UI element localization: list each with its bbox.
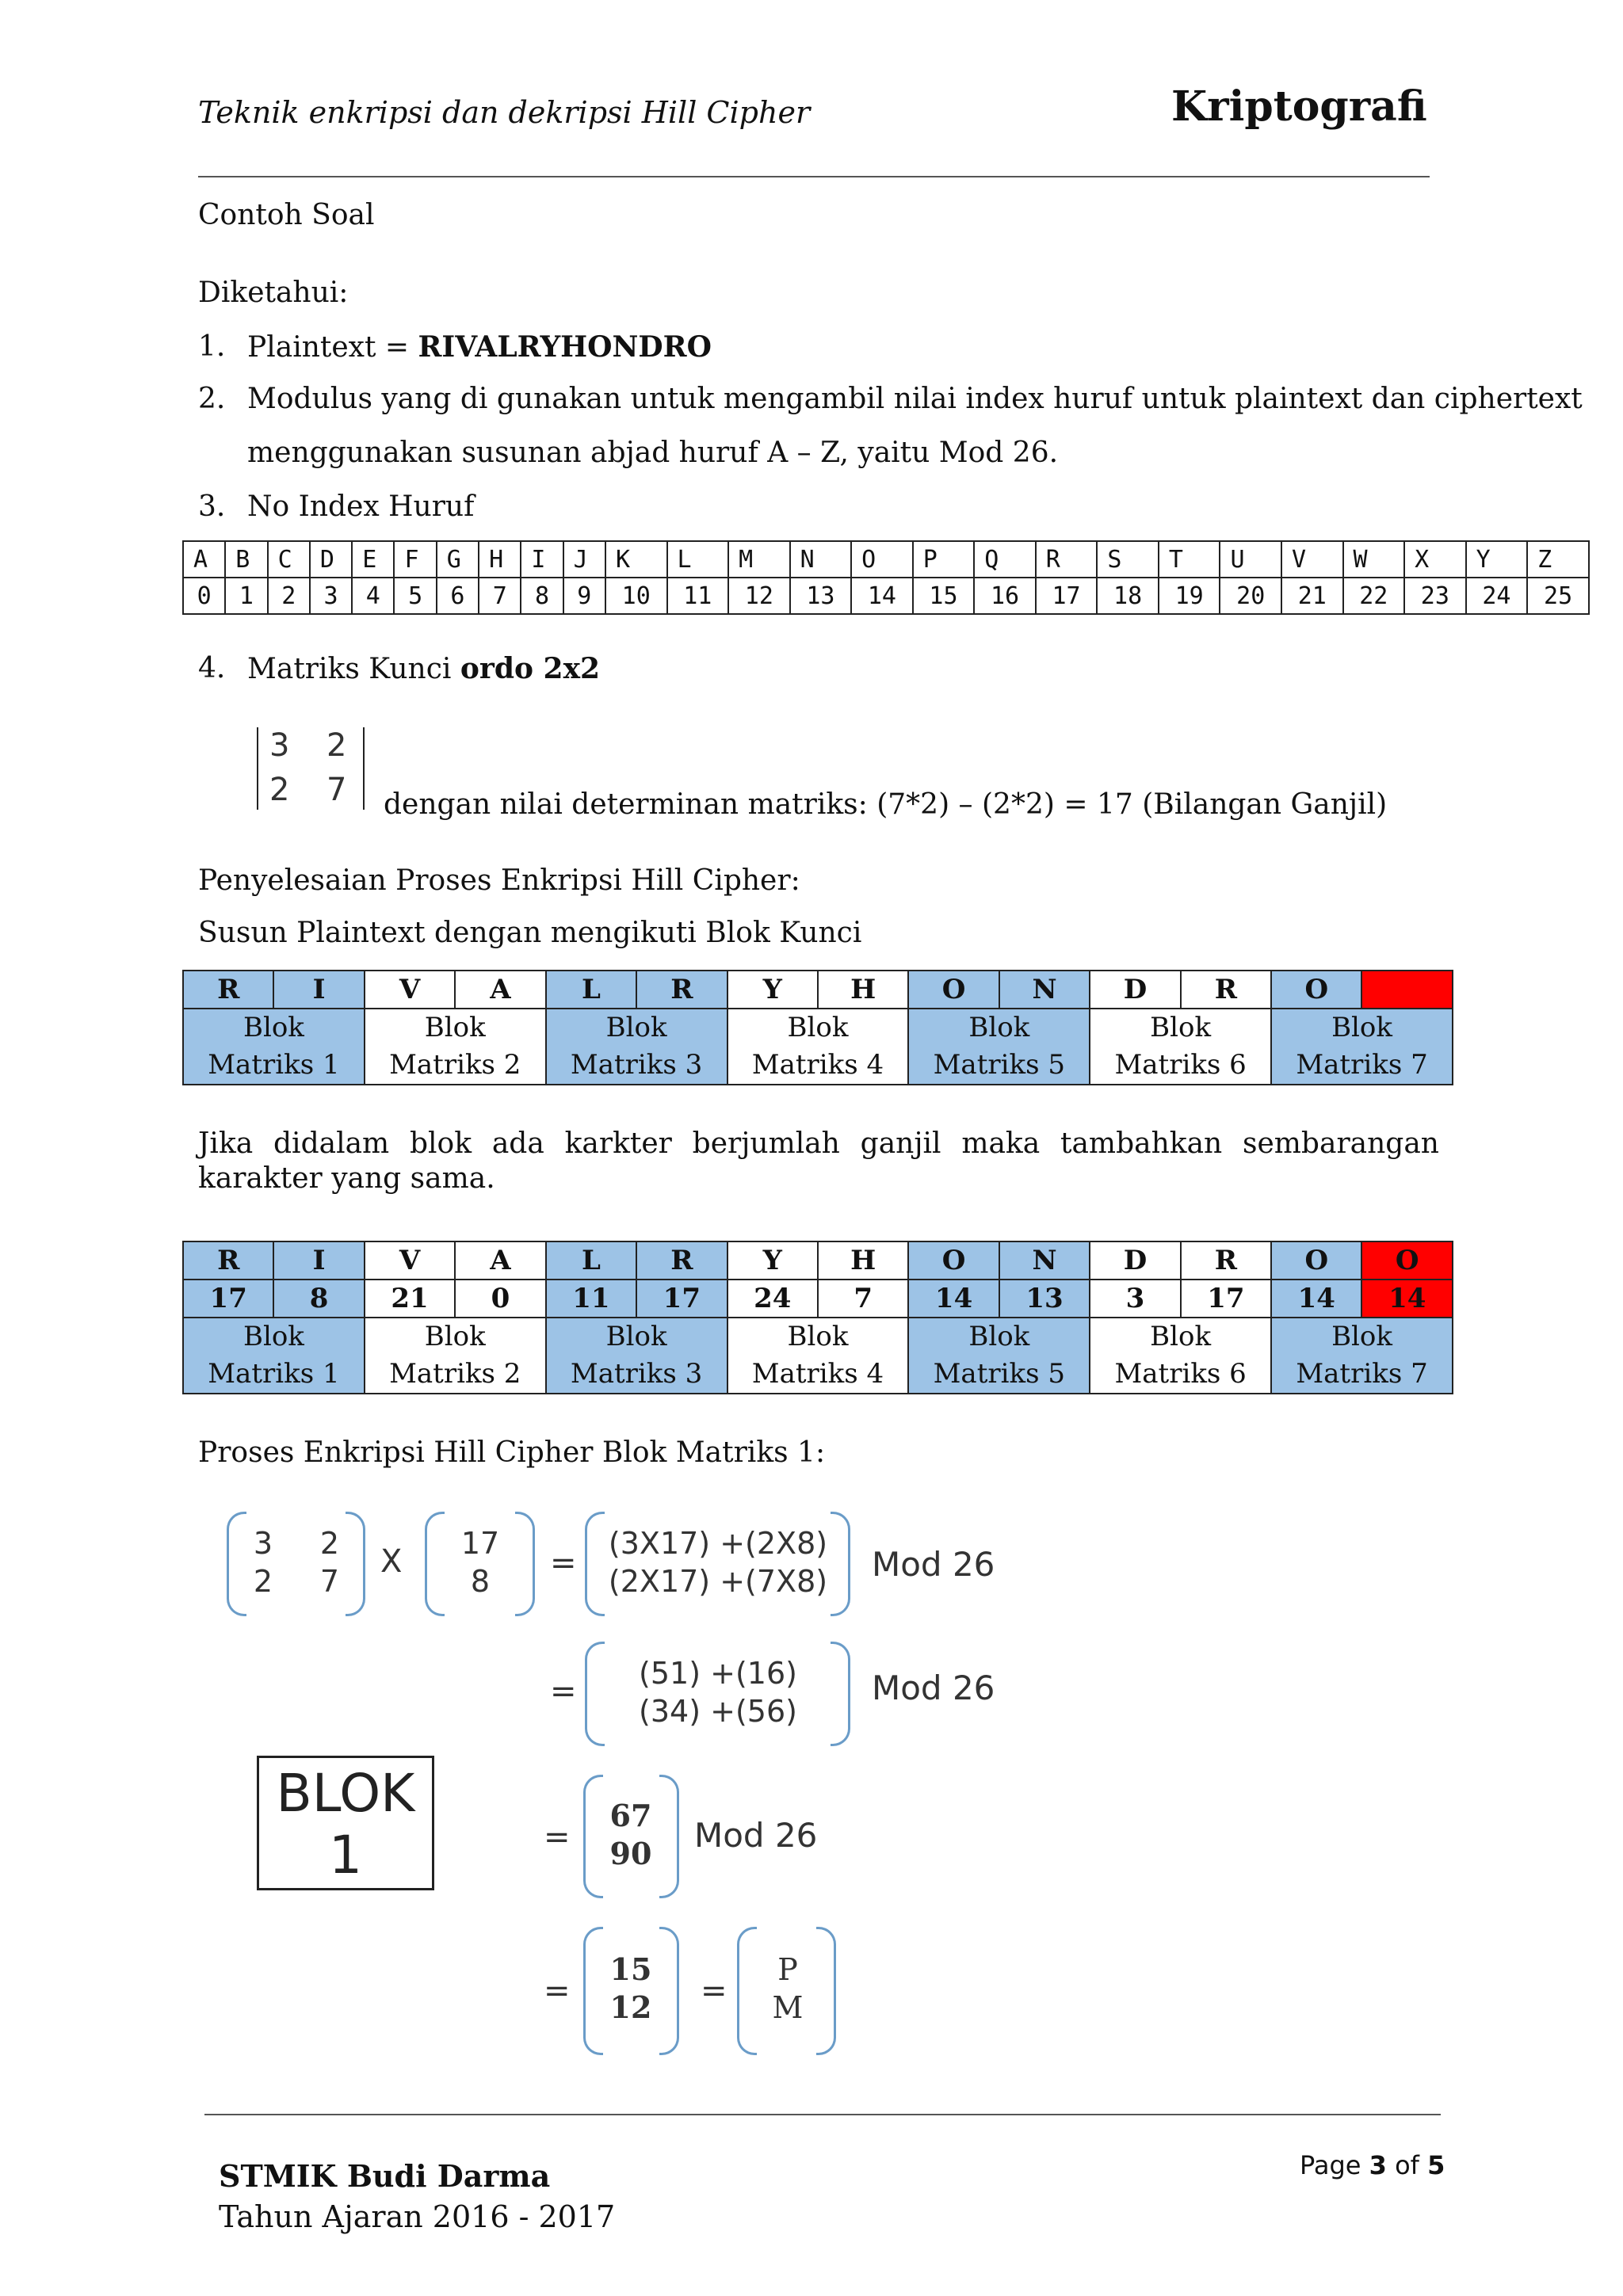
char-row: [183, 1241, 1453, 1280]
arrange-text: Susun Plaintext dengan mengikuti Blok Kunci: [198, 917, 862, 949]
calc-key-r2c2: 7: [319, 1564, 340, 1599]
block-label-line-2: Matriks 6: [1114, 1049, 1247, 1081]
index-cell: 16: [974, 578, 1036, 614]
block-label-line-2: Matriks 1: [208, 1358, 340, 1390]
block-label: [183, 1318, 365, 1394]
alpha-cell: Q: [974, 541, 1036, 578]
calc-key-r1c2: 2: [319, 1526, 340, 1561]
index-cell: 9: [563, 578, 605, 614]
section-title: Contoh Soal: [198, 199, 375, 231]
alpha-cell: T: [1159, 541, 1220, 578]
char-cell: A: [455, 971, 545, 1009]
calc-key-r1c1: 3: [253, 1526, 273, 1561]
index-cell: 22: [1343, 578, 1405, 614]
known-label: Diketahui:: [198, 277, 349, 309]
step1-values: [605, 1524, 831, 1600]
block-label: [1271, 1318, 1453, 1394]
char-cell: R: [1181, 1241, 1271, 1280]
block-label-line-1: Blok: [968, 1321, 1030, 1352]
key-r2c2: 7: [327, 772, 347, 808]
index-cell: 14: [908, 1280, 999, 1318]
block-label: [908, 1009, 1090, 1085]
alphabet-index-row: [183, 578, 1589, 614]
char-cell: O: [1271, 971, 1361, 1009]
alpha-cell: P: [913, 541, 975, 578]
step1-paren-left: [585, 1512, 605, 1616]
blok-label-word: BLOK: [276, 1763, 415, 1824]
block-label-line-2: Matriks 2: [389, 1049, 521, 1081]
index-cell: 21: [365, 1280, 455, 1318]
calc-key-r2c1: 2: [253, 1564, 273, 1599]
step2-values: [605, 1654, 831, 1730]
key-r1c1: 3: [269, 727, 290, 764]
block-label-line-1: Blok: [787, 1012, 849, 1043]
alpha-cell: V: [1281, 541, 1343, 578]
char-cell: R: [183, 1241, 273, 1280]
step3-values: [599, 1797, 663, 1873]
block-label: [908, 1318, 1090, 1394]
vec-b: 8: [470, 1564, 491, 1599]
solution-title: Penyelesaian Proses Enkripsi Hill Cipher:: [198, 864, 800, 897]
footer-divider: [204, 2114, 1441, 2115]
blok-label-number: 1: [329, 1825, 362, 1886]
page-number: [1300, 2150, 1445, 2180]
calc-vector: [449, 1524, 512, 1600]
block-label-line-1: Blok: [1150, 1012, 1212, 1043]
alpha-cell: A: [183, 541, 225, 578]
char-cell: I: [273, 1241, 364, 1280]
page-prefix: Page: [1300, 2150, 1369, 2180]
index-cell: 25: [1527, 578, 1589, 614]
block-label-line-1: Blok: [605, 1321, 667, 1352]
char-cell: V: [365, 1241, 455, 1280]
block-label-line-2: Matriks 7: [1296, 1358, 1428, 1390]
char-cell: Y: [727, 971, 818, 1009]
index-cell: 20: [1220, 578, 1281, 614]
footer-institution: STMIK Budi Darma: [219, 2158, 551, 2194]
index-cell: 15: [913, 578, 975, 614]
page-current: 3: [1369, 2150, 1387, 2180]
char-cell: N: [999, 1241, 1090, 1280]
equals-sign-1: =: [550, 1545, 577, 1581]
multiply-sign: X: [380, 1543, 403, 1580]
item-1-number: 1.: [198, 330, 226, 363]
char-cell: O: [1271, 1241, 1361, 1280]
alpha-cell: G: [437, 541, 479, 578]
char-cell: I: [273, 971, 364, 1009]
alpha-cell: Y: [1466, 541, 1528, 578]
mod-label-3: Mod 26: [694, 1816, 818, 1855]
index-cell: 7: [479, 578, 521, 614]
block-label: [546, 1009, 727, 1085]
item-2-number: 2.: [198, 383, 226, 415]
index-cell: 21: [1281, 578, 1343, 614]
result-a: P: [777, 1952, 798, 1987]
equals-sign-5: =: [701, 1973, 727, 2009]
alpha-cell: I: [521, 541, 563, 578]
block-label-line-1: Blok: [1331, 1321, 1392, 1352]
alpha-cell: N: [790, 541, 852, 578]
alpha-cell: R: [1036, 541, 1098, 578]
block-label: [727, 1318, 909, 1394]
plaintext-char-row: [183, 971, 1453, 1009]
index-cell: 17: [1036, 578, 1098, 614]
block-label-line-2: Matriks 4: [751, 1049, 884, 1081]
block-label: [365, 1318, 546, 1394]
index-cell: 1: [225, 578, 267, 614]
mod-label-2: Mod 26: [872, 1669, 995, 1707]
char-cell: R: [1181, 971, 1271, 1009]
index-cell: 3: [1090, 1280, 1180, 1318]
char-cell: A: [455, 1241, 545, 1280]
plaintext-block-table: [182, 970, 1453, 1085]
index-cell: 14: [851, 578, 913, 614]
block-label-line-1: Blok: [787, 1321, 849, 1352]
char-cell: Y: [727, 1241, 818, 1280]
alpha-cell: K: [605, 541, 667, 578]
index-cell: 18: [1097, 578, 1159, 614]
page-total: 5: [1427, 2150, 1445, 2180]
item-1-label: Plaintext =: [247, 331, 418, 364]
alpha-cell: H: [479, 541, 521, 578]
char-cell: V: [365, 971, 455, 1009]
block-label-row: [183, 1318, 1453, 1394]
step1-row-2: (2X17) +(7X8): [608, 1564, 828, 1599]
char-cell: D: [1090, 971, 1180, 1009]
step2-row-1: (51) +(16): [639, 1656, 797, 1691]
item-4-number: 4.: [198, 652, 226, 685]
index-cell: 3: [310, 578, 352, 614]
index-cell: 11: [667, 578, 729, 614]
alphabet-letter-row: [183, 541, 1589, 578]
block-label-line-2: Matriks 6: [1114, 1358, 1247, 1390]
step2-paren-right: [831, 1642, 850, 1746]
char-cell: H: [818, 971, 908, 1009]
alpha-cell: X: [1404, 541, 1466, 578]
step1-paren-right: [831, 1512, 850, 1616]
key-paren-left: [227, 1512, 246, 1616]
process-title: Proses Enkripsi Hill Cipher Blok Matriks 1:: [198, 1436, 826, 1469]
char-cell: D: [1090, 1241, 1180, 1280]
block-label: [1090, 1009, 1271, 1085]
index-cell: 4: [352, 578, 394, 614]
equals-sign-2: =: [550, 1673, 577, 1710]
index-cell-padding: 14: [1361, 1280, 1453, 1318]
result-paren-left: [737, 1927, 757, 2055]
index-cell: 11: [546, 1280, 636, 1318]
index-cell: 2: [268, 578, 310, 614]
char-cell: R: [636, 971, 727, 1009]
block-label-row: [183, 1009, 1453, 1085]
block-label-line-2: Matriks 5: [933, 1358, 1065, 1390]
determinant-bar-left: [257, 727, 258, 810]
alpha-cell: J: [563, 541, 605, 578]
block-label: [546, 1318, 727, 1394]
blok-1-box: [257, 1756, 434, 1890]
step4-values: [599, 1951, 663, 2027]
block-label: [1271, 1009, 1453, 1085]
block-label: [365, 1009, 546, 1085]
block-label-line-2: Matriks 3: [570, 1358, 703, 1390]
index-cell: 19: [1159, 578, 1220, 614]
block-label-line-2: Matriks 2: [389, 1358, 521, 1390]
char-cell-empty: [1361, 971, 1453, 1009]
determinant-bar-right: [363, 727, 365, 810]
char-cell: O: [908, 971, 999, 1009]
char-cell: L: [546, 971, 636, 1009]
alpha-cell: D: [310, 541, 352, 578]
char-cell: R: [636, 1241, 727, 1280]
determinant-text: dengan nilai determinan matriks: (7*2) – (2*2) = 17 (Bilangan Ganjil): [384, 788, 1388, 821]
step3-a: 67: [609, 1798, 652, 1833]
index-cell: 0: [183, 578, 225, 614]
alpha-cell: Z: [1527, 541, 1589, 578]
key-r2c1: 2: [269, 772, 290, 808]
vec-paren-right: [515, 1512, 535, 1616]
alpha-cell: M: [728, 541, 790, 578]
char-cell: L: [546, 1241, 636, 1280]
block-label: [727, 1009, 909, 1085]
block-label-line-1: Blok: [1331, 1012, 1392, 1043]
block-label-line-1: Blok: [424, 1012, 486, 1043]
calc-key-col-1: [246, 1524, 281, 1600]
block-label-line-1: Blok: [968, 1012, 1030, 1043]
index-cell: 0: [455, 1280, 545, 1318]
index-cell: 12: [728, 578, 790, 614]
vec-paren-left: [425, 1512, 445, 1616]
block-label-line-1: Blok: [1150, 1321, 1212, 1352]
block-label-line-1: Blok: [242, 1321, 304, 1352]
index-cell: 5: [394, 578, 436, 614]
alpha-cell: C: [268, 541, 310, 578]
odd-note: Jika didalam blok ada karkter berjumlah ganjil maka tambahkan sembarangan karakter yang sama.: [198, 1127, 1439, 1195]
step2-row-2: (34) +(56): [639, 1694, 797, 1729]
item-4-order: ordo 2x2: [460, 652, 601, 685]
alpha-cell: E: [352, 541, 394, 578]
item-2-line-2: menggunakan susunan abjad huruf A – Z, yaitu Mod 26.: [247, 437, 1059, 469]
char-cell: R: [183, 971, 273, 1009]
item-4-label: Matriks Kunci: [247, 653, 460, 685]
alpha-cell: S: [1097, 541, 1159, 578]
block-label-line-2: Matriks 1: [208, 1049, 340, 1081]
mod-label-1: Mod 26: [872, 1545, 995, 1584]
alpha-cell: L: [667, 541, 729, 578]
block-label: [1090, 1318, 1271, 1394]
vec-a: 17: [460, 1526, 500, 1561]
step1-row-1: (3X17) +(2X8): [608, 1526, 828, 1561]
index-cell: 24: [727, 1280, 818, 1318]
index-cell: 17: [1181, 1280, 1271, 1318]
alpha-cell: F: [394, 541, 436, 578]
key-paren-right: [346, 1512, 365, 1616]
block-label-line-2: Matriks 7: [1296, 1049, 1428, 1081]
block-label-line-2: Matriks 3: [570, 1049, 703, 1081]
block-label-line-1: Blok: [605, 1012, 667, 1043]
index-cell: 24: [1466, 578, 1528, 614]
block-label: [183, 1009, 365, 1085]
footer-year: Tahun Ajaran 2016 - 2017: [219, 2199, 616, 2234]
item-2-line-1: Modulus yang di gunakan untuk mengambil nilai index huruf untuk plaintext dan ciphertext: [247, 383, 1583, 415]
step4-b: 12: [609, 1989, 652, 2025]
plaintext-value: RIVALRYHONDRO: [418, 330, 712, 364]
equals-sign-3: =: [544, 1819, 571, 1855]
index-cell: 17: [183, 1280, 273, 1318]
char-cell: H: [818, 1241, 908, 1280]
calc-key-col-2: [312, 1524, 347, 1600]
result-values: [756, 1951, 819, 2027]
header-divider: [198, 176, 1430, 177]
index-cell: 10: [605, 578, 667, 614]
result-b: M: [772, 1990, 804, 2025]
step3-b: 90: [609, 1836, 652, 1871]
index-cell: 8: [273, 1280, 364, 1318]
header-title: Teknik enkripsi dan dekripsi Hill Cipher: [198, 95, 811, 130]
alphabet-index-table: [182, 540, 1590, 615]
alpha-cell: B: [225, 541, 267, 578]
index-cell: 13: [790, 578, 852, 614]
index-cell: 7: [818, 1280, 908, 1318]
step2-paren-left: [585, 1642, 605, 1746]
char-cell: N: [999, 971, 1090, 1009]
index-cell: 6: [437, 578, 479, 614]
item-3-number: 3.: [198, 490, 226, 523]
char-cell: O: [908, 1241, 999, 1280]
plaintext-index-table: [182, 1241, 1453, 1394]
header-subject: Kriptografi: [1171, 82, 1427, 131]
page-of: of: [1386, 2150, 1428, 2180]
key-r1c2: 2: [327, 727, 347, 764]
index-cell: 14: [1271, 1280, 1361, 1318]
block-label-line-1: Blok: [242, 1012, 304, 1043]
alpha-cell: U: [1220, 541, 1281, 578]
item-4: [247, 651, 600, 687]
item-1: [247, 330, 712, 365]
block-label-line-2: Matriks 5: [933, 1049, 1065, 1081]
alpha-cell: O: [851, 541, 913, 578]
block-label-line-2: Matriks 4: [751, 1358, 884, 1390]
index-cell: 13: [999, 1280, 1090, 1318]
index-row: [183, 1280, 1453, 1318]
char-cell-padding: O: [1361, 1241, 1453, 1280]
index-cell: 17: [636, 1280, 727, 1318]
equals-sign-4: =: [544, 1973, 571, 2009]
index-cell: 8: [521, 578, 563, 614]
index-cell: 23: [1404, 578, 1466, 614]
item-3-label: No Index Huruf: [247, 490, 475, 523]
block-label-line-1: Blok: [424, 1321, 486, 1352]
alpha-cell: W: [1343, 541, 1405, 578]
step4-a: 15: [609, 1951, 652, 1987]
